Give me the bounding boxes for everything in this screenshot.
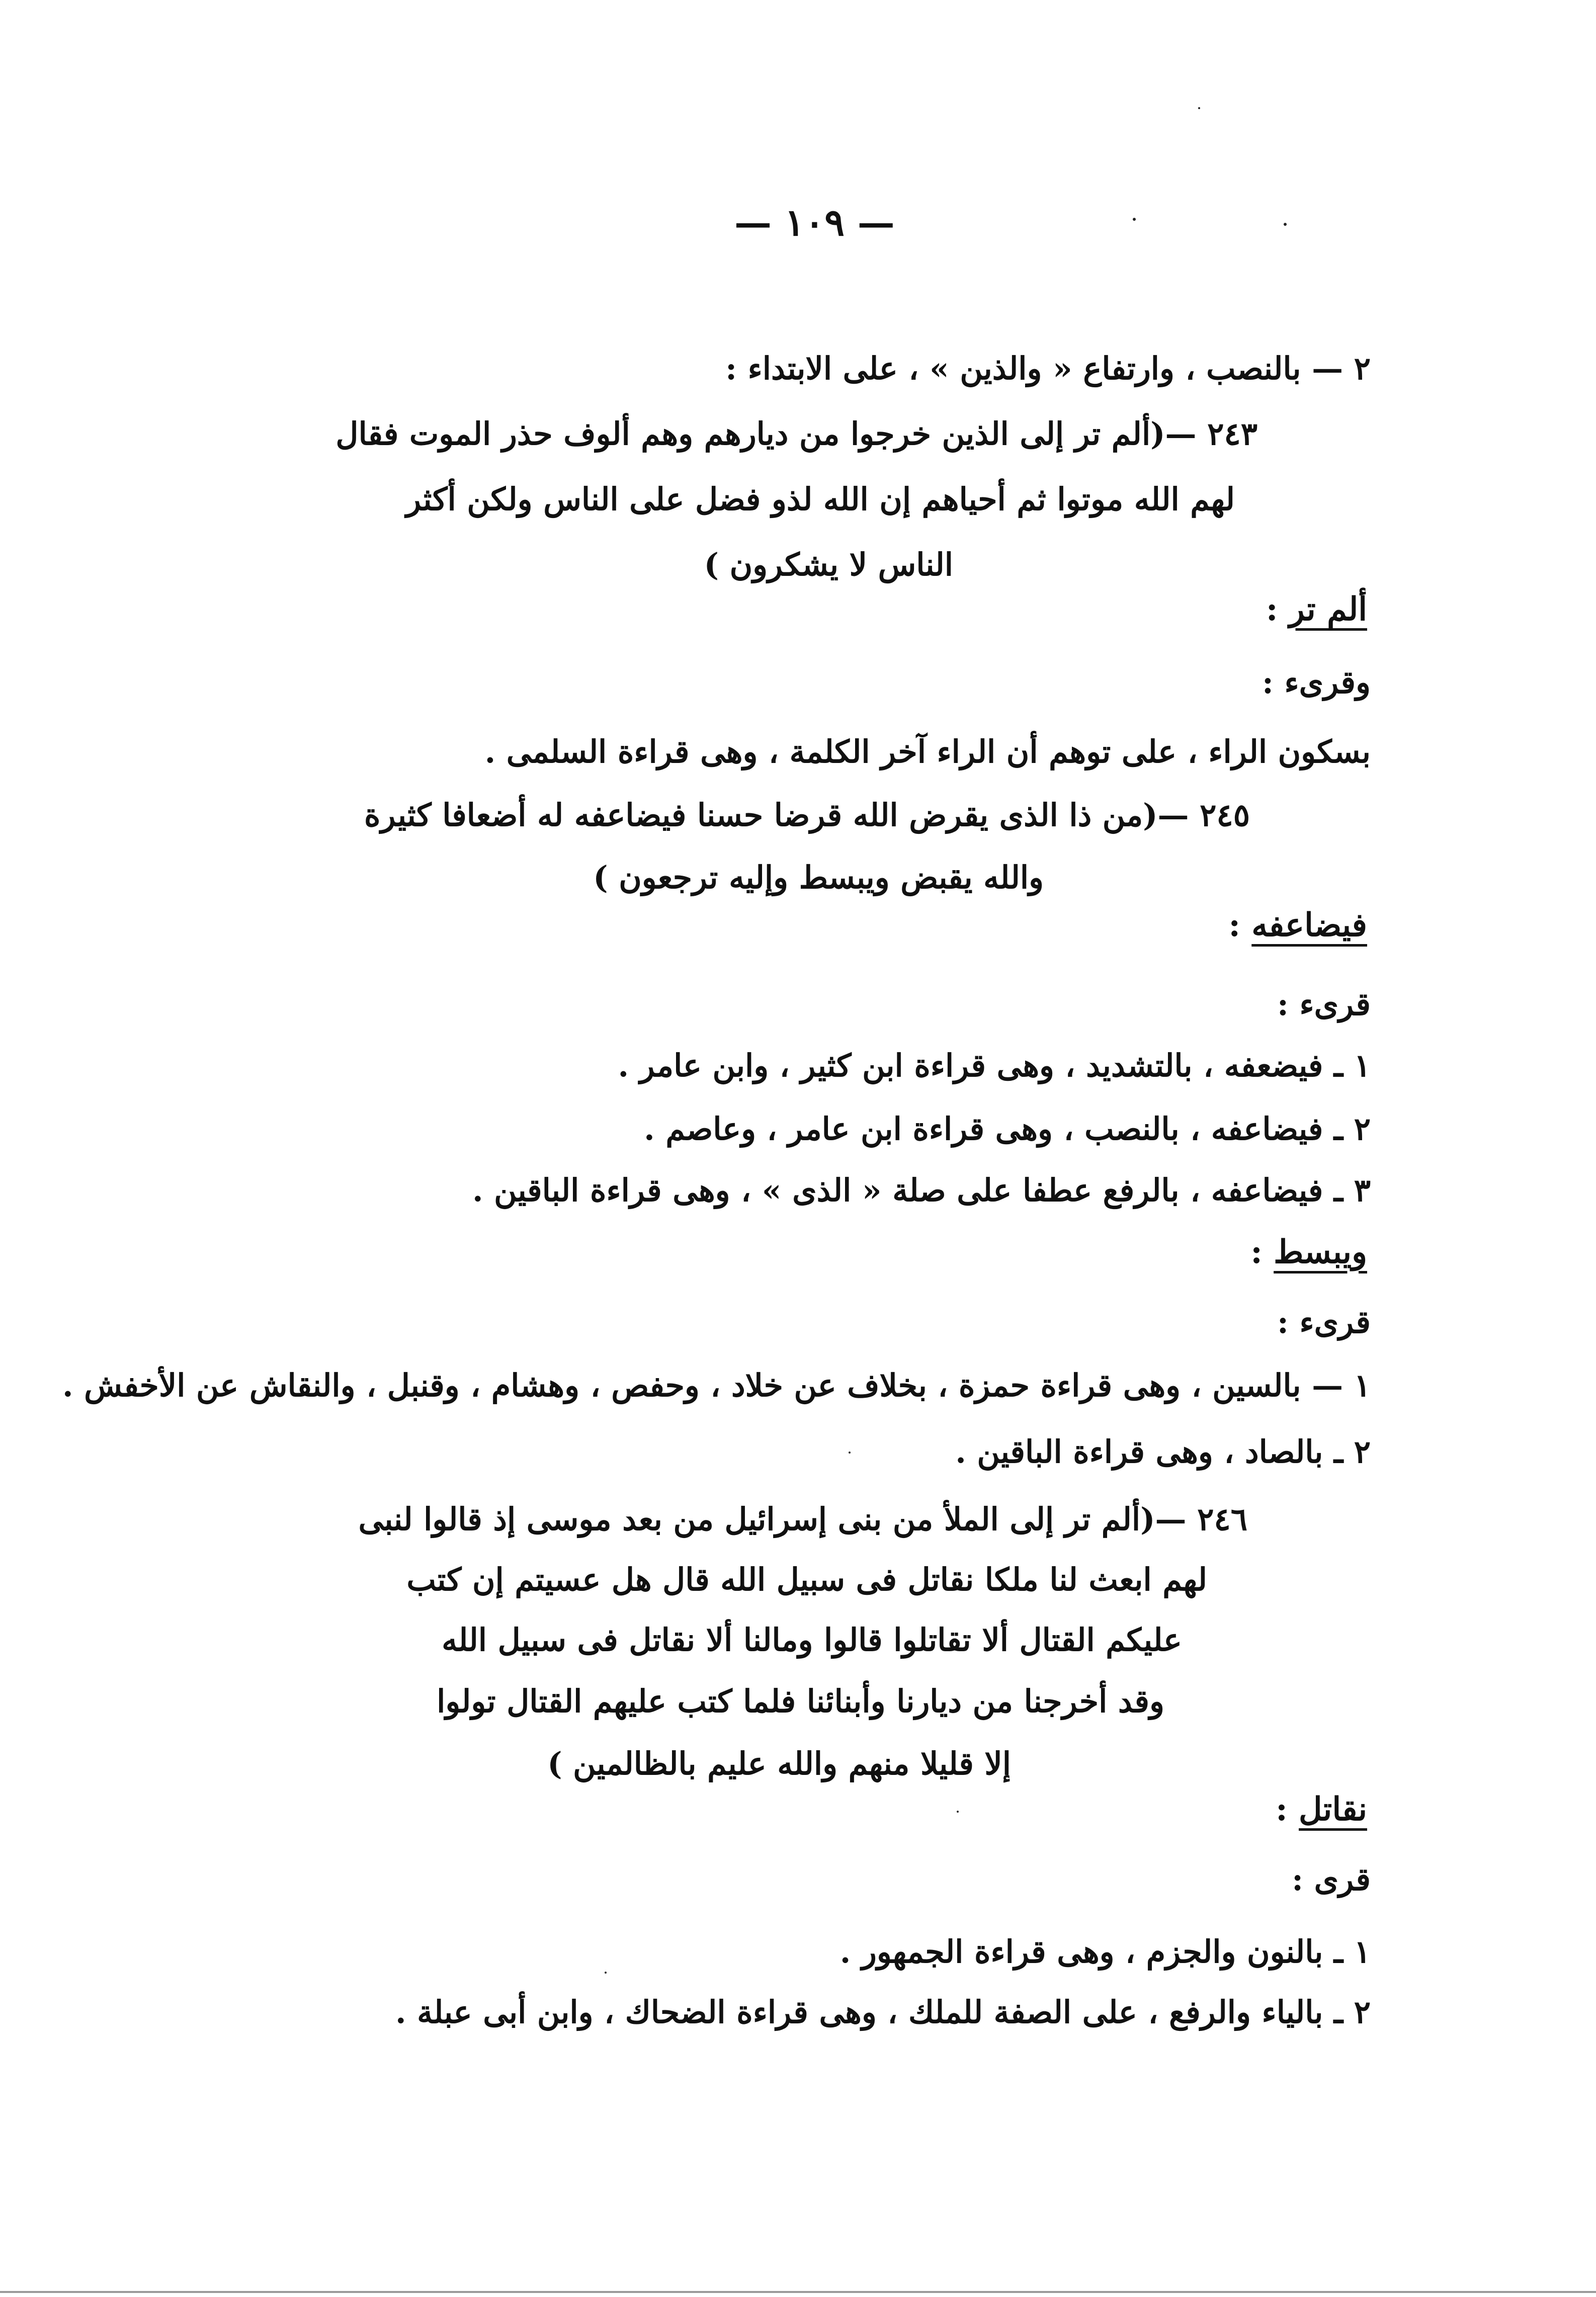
text-line: ١ ـ فيضعفه ، بالتشديد ، وهى قراءة ابن كثير ، وابن عامر . [618, 1047, 1371, 1084]
word-heading [1266, 590, 1367, 628]
verse-line: لهم ابعث لنا ملكا نقاتل فى سبيل الله قال هل عسيتم إن كتب [406, 1561, 1207, 1598]
scan-speck [957, 1811, 959, 1813]
scan-speck [1133, 218, 1136, 221]
verse-line: إلا قليلا منهم والله عليم بالظالمين ) [547, 1745, 1011, 1782]
heading-term: ويبسط [1274, 1233, 1367, 1271]
word-heading [1228, 906, 1367, 944]
text-line: ١ ـ بالنون والجزم ، وهى قراءة الجمهور . [839, 1933, 1371, 1970]
verse-line: ٢٤٥ —(من ذا الذى يقرض الله قرضا حسنا فيضاعفه له أضعافا كثيرة [364, 797, 1250, 833]
scan-speck [1284, 223, 1287, 226]
verse-line: وقد أخرجنا من ديارنا وأبنائنا فلما كتب عليهم القتال تولوا [437, 1683, 1164, 1720]
text-line: ٣ ـ فيضاعفه ، بالرفع عطفا على صلة « الذى » ، وهى قراءة الباقين . [472, 1172, 1371, 1209]
page-bottom-edge [0, 2291, 1596, 2293]
text-line: ٢ ـ بالصاد ، وهى قراءة الباقين . [955, 1433, 1371, 1470]
page-number: — ١٠٩ — [734, 201, 895, 244]
verse-line: عليكم القتال ألا تقاتلوا قالوا ومالنا ألا نقاتل فى سبيل الله [442, 1622, 1182, 1658]
text-line: ٢ — بالنصب ، وارتفاع « والذين » ، على الابتداء : [725, 350, 1371, 387]
verse-line: والله يقبض ويبسط وإليه ترجعون ) [593, 859, 1044, 896]
text-line: بسكون الراء ، على توهم أن الراء آخر الكلمة ، وهى قراءة السلمى . [484, 733, 1371, 770]
text-line: ٢ ـ فيضاعفه ، بالنصب ، وهى قراءة ابن عامر ، وعاصم . [644, 1111, 1371, 1147]
verse-line: ٢٤٣ —(ألم تر إلى الذين خرجوا من ديارهم وهم ألوف حذر الموت فقال [335, 415, 1257, 452]
heading-colon: : [1276, 1791, 1288, 1828]
verse-line: الناس لا يشكرون ) [704, 546, 953, 583]
heading-colon: : [1250, 1233, 1263, 1271]
word-heading [1276, 1791, 1367, 1828]
heading-colon: : [1266, 590, 1278, 628]
text-line: ١ — بالسين ، وهى قراءة حمزة ، بخلاف عن خلاد ، وحفص ، وهشام ، وقنبل ، والنقاش عن الأخفش . [62, 1367, 1371, 1404]
verse-line: لهم الله موتوا ثم أحياهم إن الله لذو فضل على الناس ولكن أكثر [406, 481, 1235, 518]
text-line: قرىء : [1277, 1304, 1371, 1340]
scan-speck [605, 1972, 607, 1974]
text-line: قرى : [1292, 1861, 1371, 1898]
heading-term: ألم تر [1289, 590, 1367, 628]
text-line: وقرىء : [1262, 664, 1371, 701]
heading-term: نقاتل [1299, 1791, 1367, 1828]
heading-term: فيضاعفه [1251, 906, 1367, 944]
heading-colon: : [1228, 906, 1240, 944]
text-line: قرىء : [1277, 986, 1371, 1023]
verse-line: ٢٤٦ —(ألم تر إلى الملأ من بنى إسرائيل من بعد موسى إذ قالوا لنبى [358, 1501, 1247, 1538]
scan-speck [849, 1452, 851, 1454]
word-heading [1250, 1233, 1367, 1271]
scan-speck [1198, 107, 1200, 109]
text-line: ٢ ـ بالياء والرفع ، على الصفة للملك ، وهى قراءة الضحاك ، وابن أبى عبلة . [395, 1994, 1371, 2030]
